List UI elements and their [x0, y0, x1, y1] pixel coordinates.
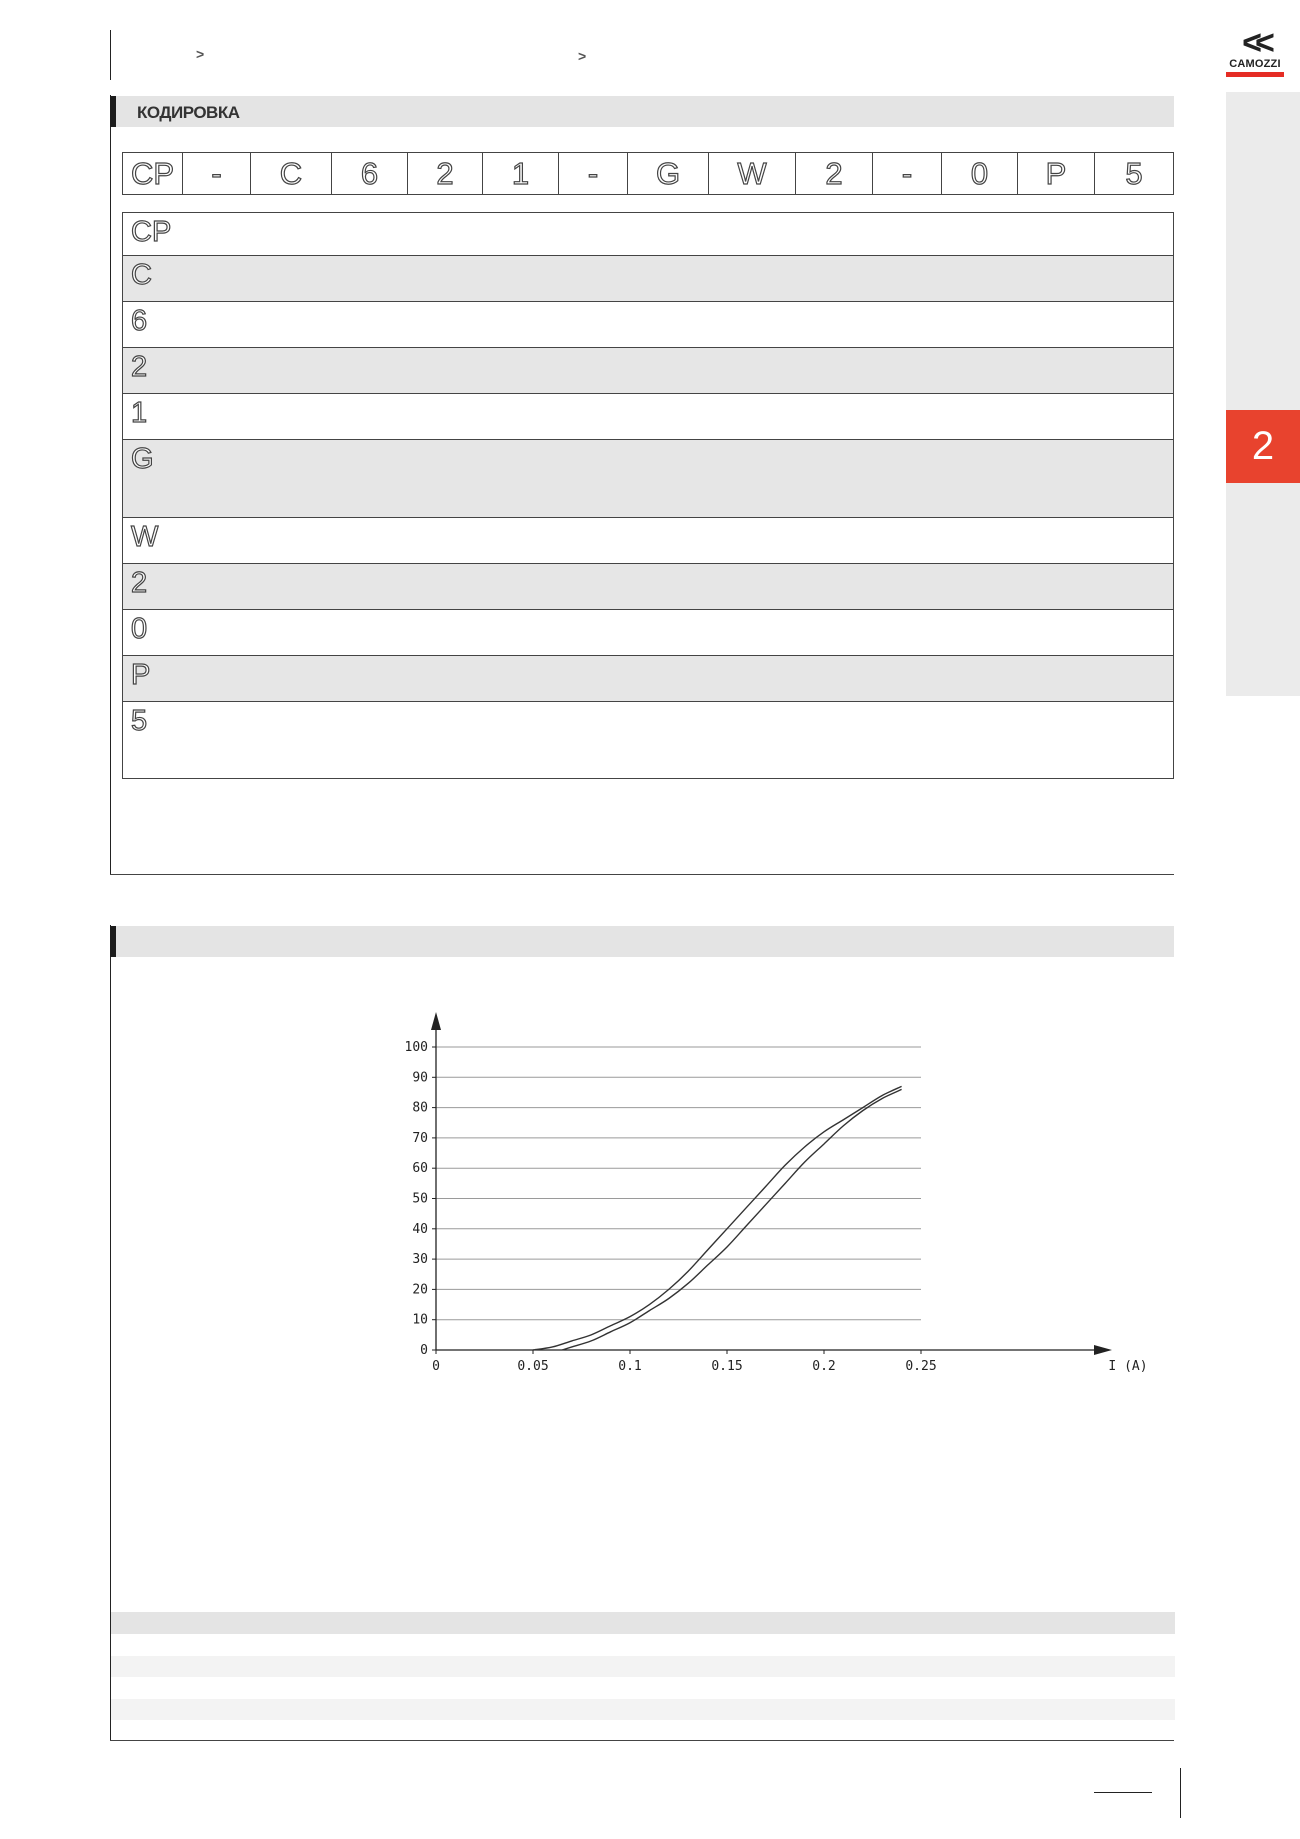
- chart-svg: [400, 1008, 1160, 1388]
- table-row: [123, 394, 1173, 440]
- code-part: 1: [483, 153, 559, 194]
- coding-section-title: КОДИРОВКА: [137, 103, 240, 122]
- page-number-divider: [1180, 1768, 1181, 1818]
- section1-frame-bottom: [110, 874, 1174, 875]
- row-symbol: C: [131, 259, 152, 291]
- table-row: [123, 518, 1173, 564]
- section2-frame-bottom: [110, 1740, 1174, 1741]
- row-symbol: 6: [131, 305, 148, 337]
- y-tick-label: 80: [412, 1100, 428, 1116]
- series-line: [533, 1086, 902, 1350]
- y-tick-label: 60: [412, 1161, 428, 1177]
- code-example-row: [122, 152, 1174, 195]
- y-tick-label: 70: [412, 1130, 428, 1146]
- breadcrumb-separator-1: >: [196, 46, 205, 62]
- y-axis-arrow-icon: [431, 1012, 441, 1030]
- table-header-stripe: [111, 1612, 1175, 1634]
- top-frame-line: [110, 30, 111, 80]
- breadcrumb-separator-2: >: [578, 48, 587, 64]
- code-part: -: [873, 153, 942, 194]
- coding-section-header: [110, 96, 1174, 127]
- code-description-table: [122, 212, 1174, 779]
- row-symbol: 2: [131, 567, 148, 599]
- row-symbol: W: [131, 521, 159, 553]
- table-row-stripe: [111, 1699, 1175, 1720]
- code-part: G: [628, 153, 709, 194]
- code-part: 0: [942, 153, 1018, 194]
- x-tick-label: 0.25: [905, 1359, 937, 1374]
- table-row: [123, 702, 1173, 778]
- y-tick-label: 90: [412, 1070, 428, 1086]
- section1-frame-left: [110, 95, 111, 875]
- code-part: 6: [332, 153, 408, 194]
- chart-section-header: [110, 926, 1174, 957]
- code-part: P: [1018, 153, 1095, 194]
- y-tick-label: 10: [412, 1312, 428, 1328]
- code-part: CP: [123, 153, 183, 194]
- row-symbol: 2: [131, 351, 148, 383]
- x-axis-arrow-icon: [1094, 1345, 1112, 1355]
- table-row: [123, 348, 1173, 394]
- x-tick-label: 0.1: [618, 1359, 642, 1374]
- series-line: [562, 1089, 902, 1350]
- logo-mark-icon: <<: [1242, 24, 1268, 62]
- camozzi-logo: [1226, 24, 1284, 77]
- table-row: [123, 656, 1173, 702]
- table-row: [123, 610, 1173, 656]
- x-axis-label: I (A): [1108, 1359, 1148, 1374]
- row-symbol: CP: [131, 216, 172, 248]
- x-tick-label: 0.05: [517, 1359, 549, 1374]
- x-tick-label: 0.15: [711, 1359, 743, 1374]
- table-row: [123, 564, 1173, 610]
- code-part: 2: [408, 153, 483, 194]
- table-row: [123, 440, 1173, 518]
- y-tick-label: 50: [412, 1191, 428, 1207]
- table-row: [123, 302, 1173, 348]
- current-characteristic-chart: [400, 1008, 1160, 1388]
- row-symbol: 0: [131, 613, 148, 645]
- row-symbol: 1: [131, 397, 148, 429]
- row-symbol: G: [131, 443, 154, 475]
- page-number-line: [1094, 1792, 1152, 1793]
- y-tick-label: 40: [412, 1221, 428, 1237]
- code-part: 2: [796, 153, 873, 194]
- table-row-stripe: [111, 1656, 1175, 1677]
- logo-text: CAMOZZI: [1229, 58, 1281, 70]
- code-part: W: [709, 153, 796, 194]
- section-marker: [110, 96, 116, 127]
- y-tick-label: 100: [404, 1040, 428, 1055]
- code-part: -: [559, 153, 628, 194]
- side-section-strip: [1226, 92, 1300, 696]
- table-row: [123, 256, 1173, 302]
- code-part: 5: [1095, 153, 1174, 194]
- logo-underline: [1226, 72, 1284, 77]
- row-symbol: P: [131, 659, 151, 691]
- code-part: C: [251, 153, 332, 194]
- y-tick-label: 0: [420, 1343, 428, 1358]
- section-tab[interactable]: 2: [1226, 410, 1300, 483]
- section-marker: [110, 926, 116, 957]
- y-tick-label: 20: [412, 1282, 428, 1298]
- code-part: -: [183, 153, 251, 194]
- y-tick-label: 30: [412, 1252, 428, 1268]
- row-symbol: 5: [131, 705, 148, 737]
- x-tick-label: 0: [432, 1359, 440, 1374]
- x-tick-label: 0.2: [812, 1359, 836, 1374]
- table-row: [123, 213, 1173, 256]
